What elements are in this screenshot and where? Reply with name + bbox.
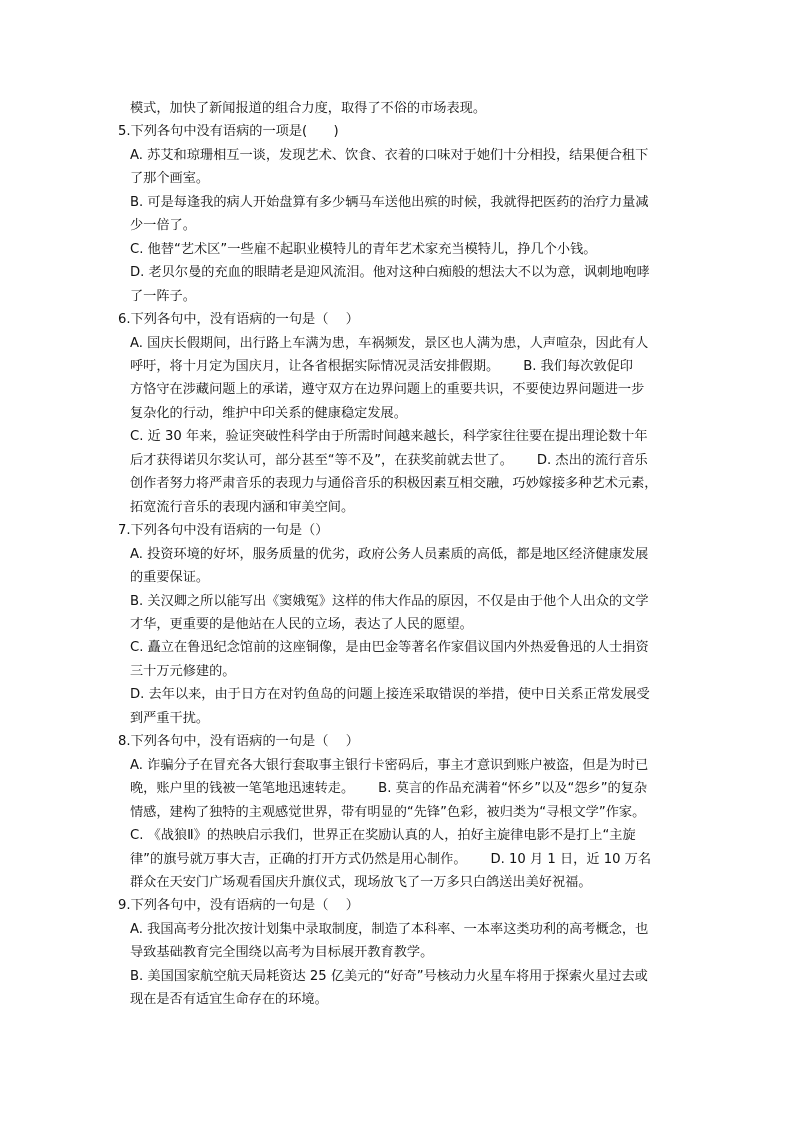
option-line: A. 诈骗分子在冒充各大银行套取事主银行卡密码后，事主才意识到账户被盗，但是为时已 — [130, 757, 649, 773]
option-line: C. 《战狼Ⅱ》的热映启示我们，世界正在奖励认真的人，拍好主旋律电影不是打上“主旋 — [130, 828, 636, 844]
option-line: 了一阵子。 — [130, 288, 196, 304]
option-line: 导致基础教育完全围绕以高考为目标展开教育教学。 — [130, 945, 434, 961]
option-line: 方恪守在涉藏问题上的承诺，遵守双方在边界问题上的重要共识，不要使边界问题进一步 — [130, 382, 645, 398]
option-line: B. 美国国家航空航天局耗资达 25 亿美元的“好奇”号核动力火星车将用于探索火星过去或 — [130, 968, 648, 984]
option-line: 的重要保证。 — [130, 570, 210, 586]
option-line: 后才获得诺贝尔奖认可，部分甚至“等不及”，在获奖前就去世了。 D. 杰出的流行音乐 — [130, 452, 648, 468]
question-text — [118, 97, 678, 1012]
option-line: 群众在天安门广场观看国庆升旗仪式，现场放飞了一万多只白鸽送出美好祝福。 — [130, 874, 592, 890]
option-line: A. 国庆长假期间，出行路上车满为患，车祸频发，景区也人满为患，人声喧杂，因此有人 — [130, 335, 649, 351]
question-9-stem: 9.下列各句中，没有语病的一句是（ ） — [118, 898, 359, 914]
option-line: 律”的旗号就万事大吉，正确的打开方式仍然是用心制作。 D. 10 月 1 日，近 10 万名 — [130, 851, 652, 867]
option-line: 三十万元修建的。 — [130, 663, 236, 679]
option-line: 现在是否有适宜生命存在的环境。 — [130, 992, 328, 1008]
option-line: 创作者努力将严肃音乐的表现力与通俗音乐的积极因素互相交融，巧妙嫁接多种艺术元素， — [130, 476, 658, 492]
option-line: 情感，建构了独特的主观感觉世界，带有明显的“先锋”色彩，被归类为“寻根文学”作家。 — [130, 804, 646, 820]
option-line: 晚，账户里的钱被一笔笔地迅速转走。 B. 莫言的作品充满着“怀乡”以及“怨乡”的复杂 — [130, 781, 648, 797]
option-line: D. 去年以来，由于日方在对钓鱼岛的问题上接连采取错误的举措，使中日关系正常发展受 — [130, 687, 650, 703]
option-line: A. 苏艾和琼珊相互一谈，发现艺术、饮食、衣着的口味对于她们十分相投，结果便合租下 — [130, 147, 649, 163]
text-line: 模式，加快了新闻报道的组合力度，取得了不俗的市场表现。 — [130, 101, 487, 116]
option-line: 了那个画室。 — [130, 171, 210, 187]
option-line: C. 他替“艺术区”一些雇不起职业模特儿的青年艺术家充当模特儿，挣几个小钱。 — [130, 241, 597, 257]
option-line: 拓宽流行音乐的表现内涵和审美空间。 — [130, 499, 355, 515]
question-8-stem: 8.下列各句中，没有语病的一句是（ ） — [118, 734, 359, 750]
option-line: A. 我国高考分批次按计划集中录取制度，制造了本科率、一本率这类功利的高考概念，也 — [130, 921, 649, 937]
option-line: B. 可是每逢我的病人开始盘算有多少辆马车送他出殡的时候，我就得把医药的治疗力量减 — [130, 194, 649, 210]
option-line: B. 关汉卿之所以能写出《窦娥冤》这样的伟大作品的原因，不仅是由于他个人出众的文学 — [130, 593, 649, 609]
option-line: 少一倍了。 — [130, 218, 196, 234]
option-line: 到严重干扰。 — [130, 710, 210, 726]
option-line: C. 矗立在鲁迅纪念馆前的这座铜像，是由巴金等著名作家倡议国内外热爱鲁迅的人士捐资 — [130, 640, 649, 656]
option-line: 才华，更重要的是他站在人民的立场，表达了人民的愿望。 — [130, 616, 473, 632]
question-7-stem: 7.下列各句中没有语病的一句是（） — [118, 523, 329, 539]
option-line: 呼吁，将十月定为国庆月，让各省根据实际情况灵活安排假期。 B. 我们每次敦促印 — [130, 358, 633, 374]
question-5-stem: 5.下列各句中没有语病的一项是( ) — [118, 124, 339, 140]
option-line: D. 老贝尔曼的充血的眼睛老是迎风流泪。他对这种白痴般的想法大不以为意，讽刺地咆哮 — [130, 265, 650, 281]
option-line: C. 近 30 年来，验证突破性科学由于所需时间越来越长，科学家往往要在提出理论数十年 — [130, 429, 648, 445]
question-6-stem: 6.下列各句中，没有语病的一句是（ ） — [118, 312, 359, 328]
option-line: A. 投资环境的好坏，服务质量的优劣，政府公务人员素质的高低，都是地区经济健康发展 — [130, 546, 649, 562]
option-line: 复杂化的行动，维护中印关系的健康稳定发展。 — [130, 405, 407, 421]
